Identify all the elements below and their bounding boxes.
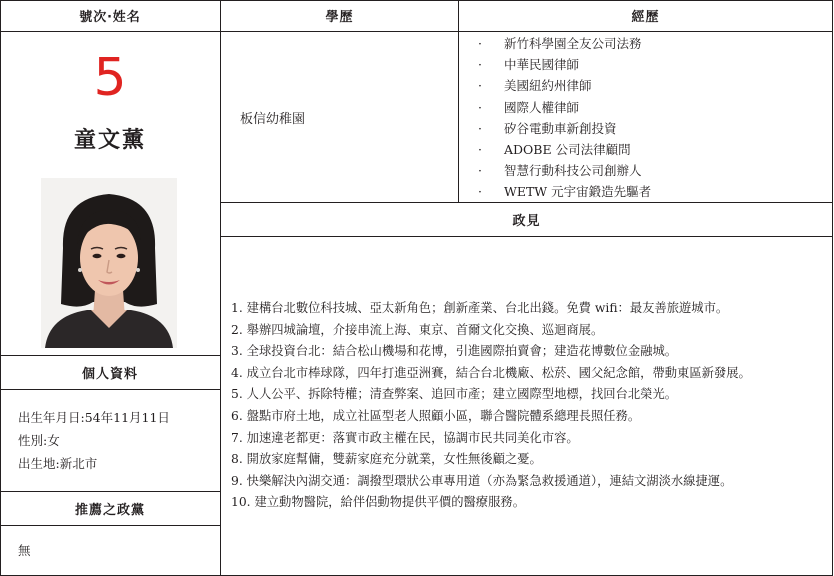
experience-item: · 中華民國律師 <box>478 54 651 75</box>
portrait-illustration <box>41 178 177 348</box>
header-experience: 經歷 <box>631 10 660 25</box>
rule-views-header-bottom <box>220 236 833 237</box>
personal-info <box>18 406 170 475</box>
rule-left-4 <box>0 525 220 526</box>
education-value: 板信幼稚園 <box>240 112 306 127</box>
policy-item: 6. 盤點市府土地，成立社區型老人照顧小區，聯合醫院體系總理長照任務。 <box>231 408 641 423</box>
gender: 性別:女 <box>18 433 60 448</box>
portrait-photo-icon <box>41 178 177 348</box>
policy-item: 3. 全球投資台北：結合松山機場和花博，引進國際拍賣會；建造花博數位金融城。 <box>231 344 678 359</box>
experience-item: · ADOBE 公司法律顧問 <box>478 139 651 160</box>
policy-item: 1. 建構台北數位科技城、亞太新角色；創新產業、台北出錢。免費 wifi：最友善旅遊城市。 <box>231 301 729 315</box>
rule-left-2 <box>0 389 220 390</box>
experience-item: · 美國紐約州律師 <box>478 75 651 96</box>
experience-list <box>478 33 651 203</box>
policy-list <box>231 298 751 514</box>
policy-item: 7. 加速違老都更：落實市政主權在民，協調市民共同美化市容。 <box>231 430 579 445</box>
bullet-icon: · <box>478 184 482 200</box>
candidate-name: 童文薰 <box>73 128 146 153</box>
candidate-number: 5 <box>93 48 127 108</box>
policy-item: 9. 快樂解決內湖交通：調撥型環狀公車專用道（亦為緊急救援通道），連結文湖淡水線捷運。 <box>231 473 733 488</box>
policy-item: 4. 成立台北市棒球隊，四年打進亞洲賽，結合台北機廠、松菸、國父紀念館，帶動東區新發展。 <box>231 365 751 380</box>
experience-item: · 矽谷電動車新創投資 <box>478 118 651 139</box>
policy-item: 10. 建立動物醫院，給伴侶動物提供平價的醫療服務。 <box>231 495 525 510</box>
header-recommended-party: 推薦之政黨 <box>74 503 145 518</box>
rule-col-1 <box>220 0 221 576</box>
bullet-icon: · <box>478 78 482 94</box>
experience-item: · 國際人權律師 <box>478 97 651 118</box>
recommended-party-value: 無 <box>18 543 31 558</box>
header-political-views: 政見 <box>512 214 541 229</box>
bullet-icon: · <box>478 142 482 158</box>
bullet-icon: · <box>478 163 482 179</box>
birthplace: 出生地:新北市 <box>18 456 98 471</box>
rule-right-edge <box>832 0 833 576</box>
policy-item: 2. 舉辦四城論壇，介接串流上海、東京、首爾文化交換、巡迴商展。 <box>231 322 604 337</box>
experience-item: · 新竹科學園全友公司法務 <box>478 33 651 54</box>
experience-item: · 智慧行動科技公司創辦人 <box>478 160 651 181</box>
bullet-icon: · <box>478 36 482 51</box>
bullet-icon: · <box>478 57 482 73</box>
header-personal-info: 個人資料 <box>81 367 138 382</box>
header-education: 學歷 <box>325 10 354 25</box>
rule-header-bottom <box>0 31 833 32</box>
header-number-name: 號次‧姓名 <box>79 10 141 25</box>
experience-item: · WETW 元宇宙鍛造先驅者 <box>478 181 651 202</box>
policy-item: 5. 人人公平、拆除特權；清查弊案、追回市產；建立國際型地標，找回台北榮光。 <box>231 387 678 402</box>
birthdate: 出生年月日:54年11月11日 <box>18 410 170 425</box>
bullet-icon: · <box>478 99 482 115</box>
bullet-icon: · <box>478 120 482 136</box>
policy-item: 8. 開放家庭幫傭，雙薪家庭充分就業，女性無後顧之憂。 <box>231 452 542 467</box>
